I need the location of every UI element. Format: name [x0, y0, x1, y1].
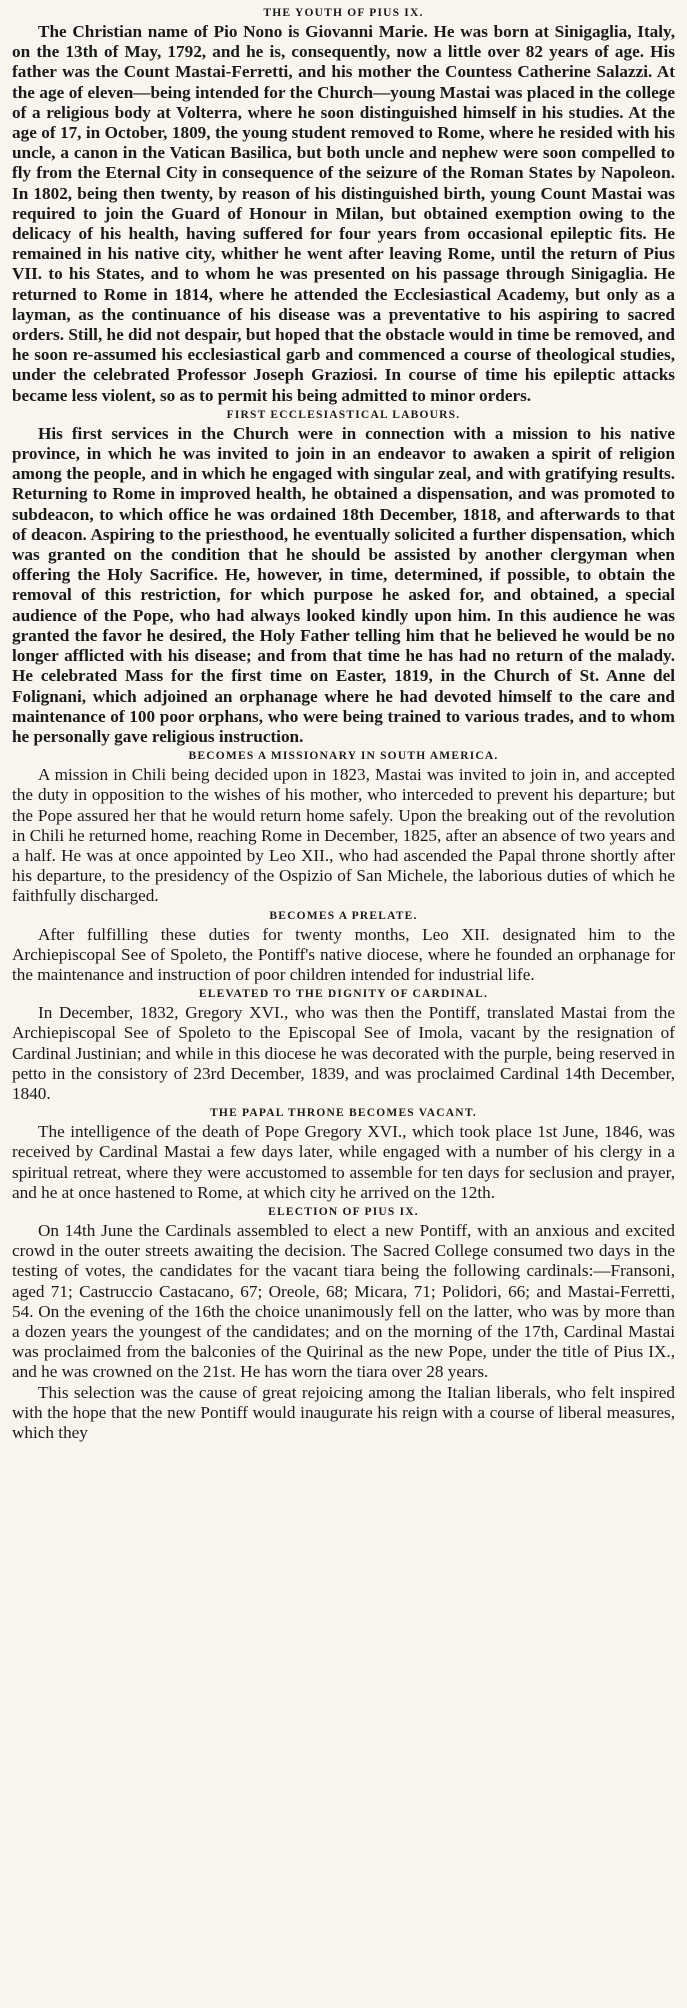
section-heading: ELECTION OF PIUS IX. — [268, 1205, 419, 1218]
section-heading: FIRST ECCLESIASTICAL LABOURS. — [226, 408, 461, 421]
paragraph: This selection was the cause of great rejoicing among the Italian liberals, who felt inspired with the hope that the new Pontiff would inaugurate his reign with a course of liberal measures, which they — [12, 1382, 675, 1442]
paragraph: In December, 1832, Gregory XVI., who was then the Pontiff, translated Mastai from the Archiepiscopal See of Spoleto to the Episcopal See of Imola, vacant by the resignation of Cardinal Justinian; and while in this diocese he was decorated with the purple, being reserved in petto in the consistory of 23rd December, 1839, and was proclaimed Cardinal 14th December, 1840. — [12, 1003, 675, 1103]
paragraph: After fulfilling these duties for twenty months, Leo XII. designated him to the Archiepiscopal See of Spoleto, the Pontiff's native diocese, where he founded an orphanage for the maintenance and instruction of poor children intended for industrial life. — [12, 924, 675, 984]
section-cardinal — [12, 987, 675, 1104]
section-heading: THE YOUTH OF PIUS IX. — [263, 7, 424, 19]
section-heading: ELEVATED TO THE DIGNITY OF CARDINAL. — [198, 988, 489, 1001]
section-youth — [12, 6, 675, 406]
section-missionary — [12, 749, 675, 906]
paragraph: His first services in the Church were in connection with a mission to his native province, in which he was invited to join in an endeavor to awaken a spirit of religion among the people, and in which he engaged with singular zeal, and with gratifying results. Returning to Rome in improved health, he obtained a dispensation, and was promoted to subdeacon, to which office he was ordained 18th December, 1818, and afterwards to that of deacon. Aspiring to the priesthood, he eventually solicited a further dispensation, which was granted on the condition that he should be assisted by another clergyman when offering the Holy Sacrifice. He, however, in time, determined, if possible, to obtain the removal of this restriction, for which purpose he asked for, and obtained, a special audience of the Pope, who had always looked kindly upon him. In this audience he was granted the favor he desired, the Holy Father telling him that he believed he would be no longer afflicted with his disease; and from that time he has had no return of the malady. He celebrated Mass for the first time on Easter, 1819, in the Church of St. Anne del Folignani, which adjoined an orphanage where he had devoted himself to the care and maintenance of 100 poor orphans, who were being trained to various trades, and to whom he personally gave religious instruction. — [12, 423, 675, 746]
section-heading: THE PAPAL THRONE BECOMES VACANT. — [210, 1107, 477, 1120]
section-prelate — [12, 909, 675, 986]
section-throne-vacant — [12, 1106, 675, 1203]
paragraph: A mission in Chili being decided upon in 1823, Mastai was invited to join in, and accepted the duty in opposition to the wishes of his mother, who interceded to prevent his departure; but the Pope assured her that he would return home safely. Upon the breaking out of the revolution in Chili he returned home, reaching Rome in December, 1825, after an absence of two years and a half. He was at once appointed by Leo XII., who had ascended the Papal throne shortly after his departure, to the presidency of the Ospizio of San Michele, the laborious duties of which he faithfully discharged. — [12, 765, 675, 906]
section-first-labours — [12, 408, 675, 747]
paragraph: The Christian name of Pio Nono is Giovanni Marie. He was born at Sinigaglia, Italy, on the 13th of May, 1792, and he is, consequently, now a little over 82 years of age. His father was the Count Mastai-Ferretti, and his mother the Countess Catherine Salazzi. At the age of eleven—being intended for the Church—young Mastai was placed in the college of a religious body at Volterra, where he soon distinguished himself in his studies. At the age of 17, in October, 1809, the young student removed to Rome, where he resided with his uncle, a canon in the Vatican Basilica, but both uncle and nephew were soon compelled to fly from the Eternal City in consequence of the seizure of the Roman States by Napoleon. In 1802, being then twenty, by reason of his distinguished birth, young Count Mastai was required to join the Guard of Honour in Milan, but obtained exemption owing to the delicacy of his health, having suffered for four years from occasional epileptic fits. He remained in his native city, whither he went after leaving Rome, until the return of Pius VII. to his States, and to whom he was presented on his passage through Sinigaglia. He returned to Rome in 1814, where he attended the Ecclesiastical Academy, but only as a layman, as the continuance of his disease was a preventative to his aspiring to sacred orders. Still, he did not despair, but hoped that the obstacle would in time be removed, and he soon re-assumed his ecclesiastical garb and commenced a course of theological studies, under the celebrated Professor Joseph Graziosi. In course of time his epileptic attacks became less violent, so as to permit his being admitted to minor orders. — [12, 22, 675, 405]
paragraph: The intelligence of the death of Pope Gregory XVI., which took place 1st June, 1846, was received by Cardinal Mastai a few days later, while engaged with a number of his clergy in a spiritual retreat, where they were accustomed to assemble for ten days for seclusion and prayer, and he at once hastened to Rome, at which city he arrived on the 12th. — [12, 1122, 675, 1202]
section-heading: BECOMES A MISSIONARY IN SOUTH AMERICA. — [188, 750, 499, 763]
section-heading: BECOMES A PRELATE. — [269, 909, 418, 922]
paragraph: On 14th June the Cardinals assembled to elect a new Pontiff, with an anxious and excited crowd in the outer streets awaiting the decision. The Sacred College consumed two days in the testing of votes, the candidates for the vacant tiara being the following cardinals:—Fransoni, aged 71; Castruccio Castacano, 67; Oreole, 68; Micara, 71; Polidori, 66; and Mastai-Ferretti, 54. On the evening of the 16th the choice unanimously fell on the latter, who was by more than a dozen years the youngest of the candidates; and on the morning of the 17th, Cardinal Mastai was proclaimed from the balconies of the Quirinal as the new Pope, under the title of Pius IX., and he was crowned on the 21st. He has worn the tiara over 28 years. — [12, 1220, 675, 1382]
section-election — [12, 1205, 675, 1443]
